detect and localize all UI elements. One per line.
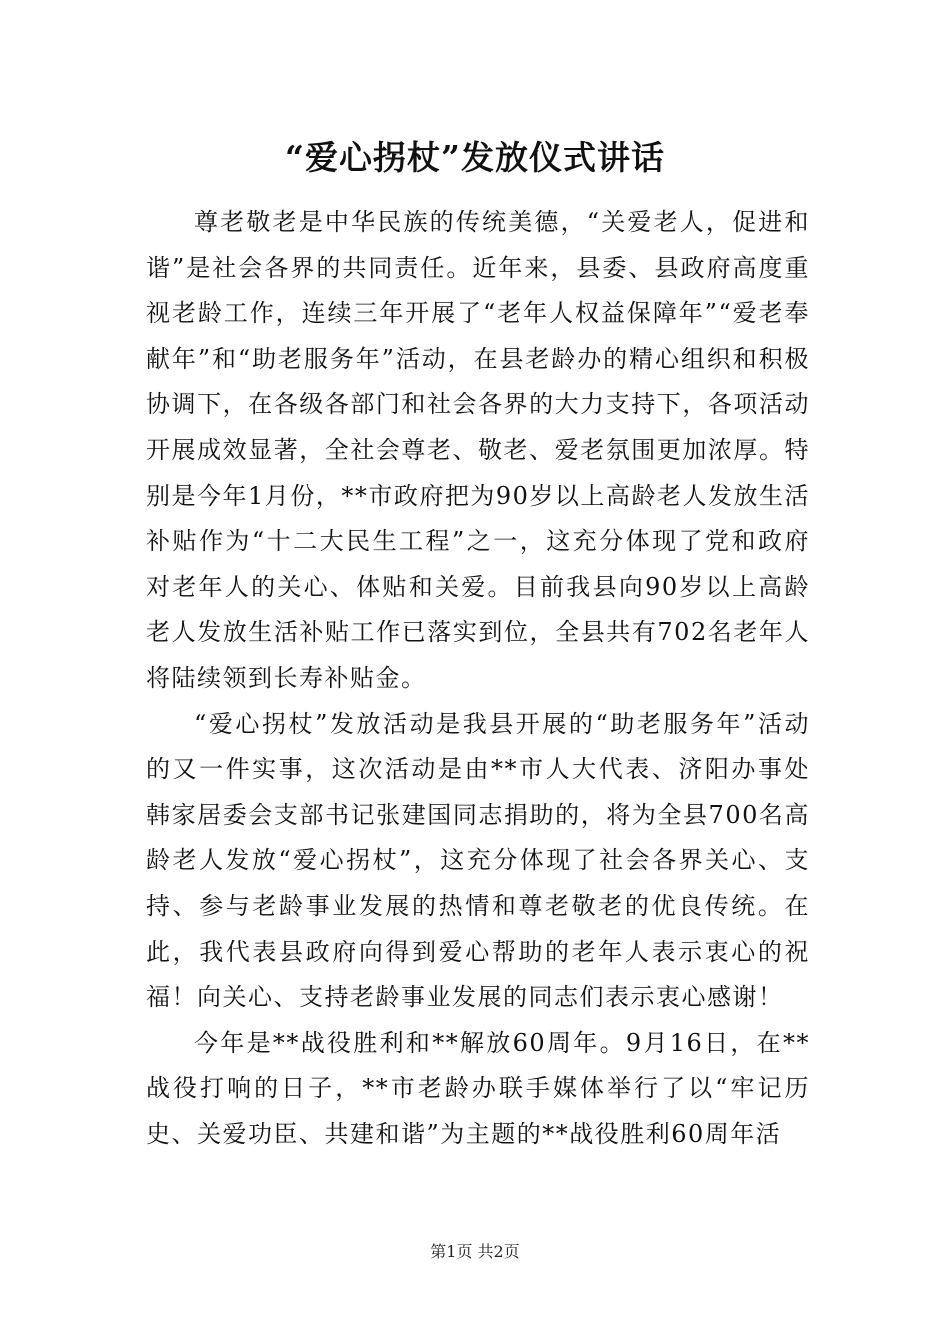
- paragraph-3: 今年是**战役胜利和**解放60周年。9月16日，在**战役打响的日子，**市老龄办联手媒体举行了以“牢记历史、关爱功臣、共建和谐”为主题的**战役胜利60周年活: [146, 1028, 810, 1148]
- paragraph-2: “爱心拐杖”发放活动是我县开展的“助老服务年”活动的又一件实事，这次活动是由**市人大代表、济阳办事处韩家居委会支部书记张建国同志捐助的，将为全县700名高龄老人发放“爱心拐杖”，这充分体现了社会各界关心、支持、参与老龄事业发展的热情和尊老敬老的优良传统。在此，我代表县政府向得到爱心帮助的老年人表示衷心的祝福！向关心、支持老龄事业发展的同志们表示衷心感谢！: [146, 709, 810, 1012]
- page-number-footer: 第1页 共2页: [430, 1242, 520, 1261]
- paragraph-1: 尊老敬老是中华民族的传统美德，“关爱老人，促进和谐”是社会各界的共同责任。近年来，县委、县政府高度重视老龄工作，连续三年开展了“老年人权益保障年”“爱老奉献年”和“助老服务年”活动，在县老龄办的精心组织和积极协调下，在各级各部门和社会各界的大力支持下，各项活动开展成效显著，全社会尊老、敬老、爱老氛围更加浓厚。特别是今年1月份，**市政府把为90岁以上高龄老人发放生活补贴作为“十二大民生工程”之一，这充分体现了党和政府对老年人的关心、体贴和关爱。目前我县向90岁以上高龄老人发放生活补贴工作已落实到位，全县共有702名老年人将陆续领到长寿补贴金。: [146, 208, 810, 692]
- document-title: “爱心拐杖”发放仪式讲话: [285, 138, 665, 177]
- document-body: [146, 200, 810, 1157]
